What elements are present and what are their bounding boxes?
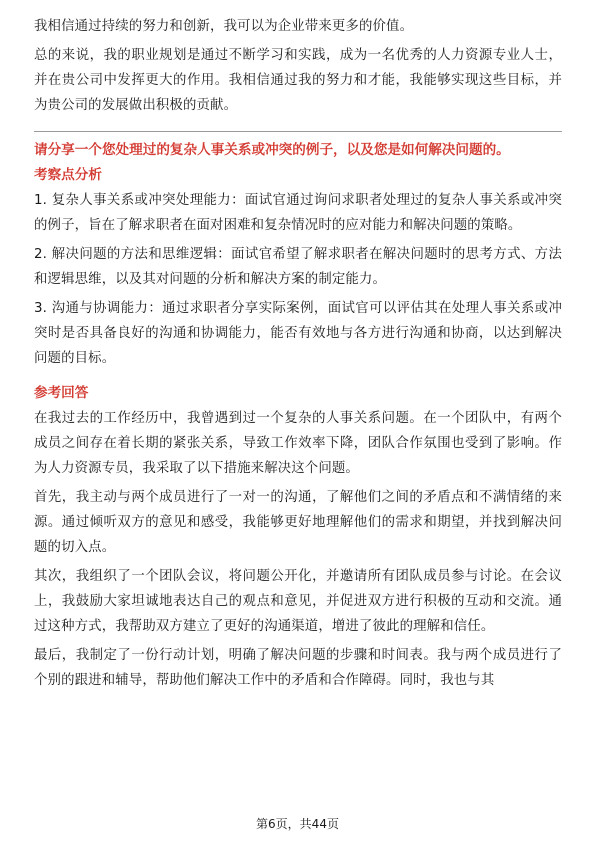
document-page — [34, 14, 562, 693]
question-heading: 请分享一个您处理过的复杂人事关系或冲突的例子，以及您是如何解决问题的。 — [34, 142, 510, 158]
answer-heading: 参考回答 — [34, 385, 89, 401]
analysis-heading: 考察点分析 — [34, 167, 102, 183]
answer-paragraph-3: 其次，我组织了一个团队会议，将问题公开化，并邀请所有团队成员参与讨论。在会议上，我鼓励大家坦诚地表达自己的观点和意见，并促进双方进行积极的互动和交流。通过这种方式，我帮助双方建立了更好的沟通渠道，增进了彼此的理解和信任。 — [34, 569, 562, 634]
analysis-item-1: 1. 复杂人事关系或冲突处理能力：面试官通过询问求职者处理过的复杂人事关系或冲突的例子，旨在了解求职者在面对困难和复杂情况时的应对能力和解决问题的策略。 — [34, 193, 562, 233]
section-divider — [34, 131, 562, 132]
analysis-item-2: 2. 解决问题的方法和思维逻辑：面试官希望了解求职者在解决问题时的思考方式、方法和逻辑思维，以及其对问题的分析和解决方案的制定能力。 — [34, 247, 562, 287]
answer-paragraph-4: 最后，我制定了一份行动计划，明确了解决问题的步骤和时间表。我与两个成员进行了个别的跟进和辅导，帮助他们解决工作中的矛盾和合作障碍。同时，我也与其 — [34, 648, 562, 688]
answer-paragraph-1: 在我过去的工作经历中，我曾遇到过一个复杂的人事关系问题。在一个团队中，有两个成员之间存在着长期的紧张关系，导致工作效率下降，团队合作氛围也受到了影响。作为人力资源专员，我采取了以下措施来解决这个问题。 — [34, 411, 562, 476]
page-number: 第6页，共44页 — [256, 817, 339, 831]
intro-paragraph-1: 我相信通过持续的努力和创新，我可以为企业带来更多的价值。 — [34, 19, 414, 34]
intro-paragraph-2: 总的来说，我的职业规划是通过不断学习和实践，成为一名优秀的人力资源专业人士，并在贵公司中发挥更大的作用。我相信通过我的努力和才能，我能够实现这些目标，并为贵公司的发展做出积极的贡献。 — [34, 48, 562, 113]
analysis-item-3: 3. 沟通与协调能力：通过求职者分享实际案例，面试官可以评估其在处理人事关系或冲突时是否具备良好的沟通和协调能力，能否有效地与各方进行沟通和协商，以达到解决问题的目标。 — [34, 301, 562, 366]
answer-paragraph-2: 首先，我主动与两个成员进行了一对一的沟通，了解他们之间的矛盾点和不满情绪的来源。通过倾听双方的意见和感受，我能够更好地理解他们的需求和期望，并找到解决问题的切入点。 — [34, 490, 562, 555]
